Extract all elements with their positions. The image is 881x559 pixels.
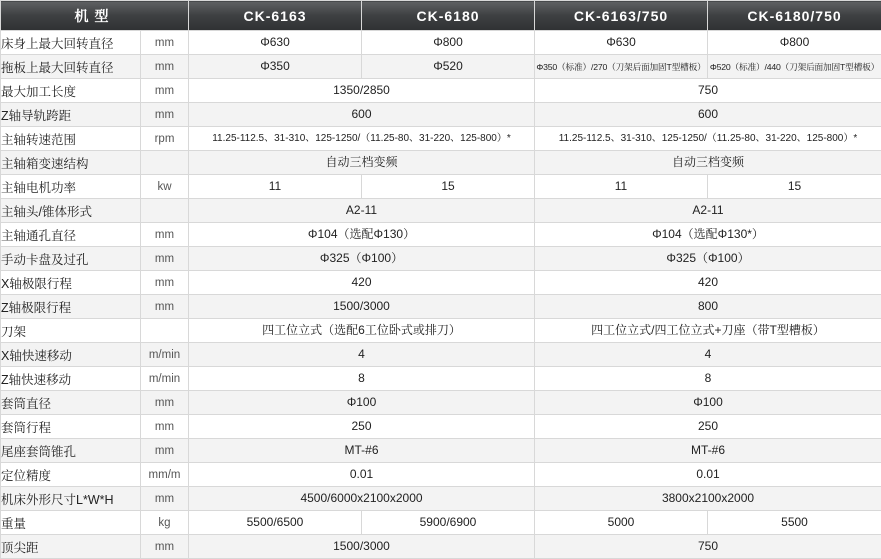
table-row xyxy=(1,199,881,223)
row-unit: kg xyxy=(141,511,189,535)
row-value: 1500/3000 xyxy=(189,535,535,559)
row-label: 拖板上最大回转直径 xyxy=(1,55,141,79)
row-unit: mm xyxy=(141,439,189,463)
table-row xyxy=(1,415,881,439)
row-value: 5500/6500 xyxy=(189,511,362,535)
table-row xyxy=(1,175,881,199)
row-label: X轴快速移动 xyxy=(1,343,141,367)
row-value: Φ104（选配Φ130） xyxy=(189,223,535,247)
row-label: 定位精度 xyxy=(1,463,141,487)
table-row xyxy=(1,319,881,343)
row-label: 刀架 xyxy=(1,319,141,343)
row-value: 0.01 xyxy=(189,463,535,487)
table-body xyxy=(1,31,881,559)
row-label: 主轴箱变速结构 xyxy=(1,151,141,175)
row-label: X轴极限行程 xyxy=(1,271,141,295)
row-value: Φ350（标准）/270（刀架后面加固T型槽板） xyxy=(535,55,708,79)
row-unit: mm xyxy=(141,31,189,55)
row-unit: mm/m xyxy=(141,463,189,487)
row-value: 800 xyxy=(535,295,881,319)
row-value: 600 xyxy=(535,103,881,127)
row-label: Z轴快速移动 xyxy=(1,367,141,391)
row-value: Φ630 xyxy=(189,31,362,55)
row-unit: mm xyxy=(141,223,189,247)
header-model-2: CK-6163/750 xyxy=(535,1,708,31)
row-value: 250 xyxy=(535,415,881,439)
row-value: Φ800 xyxy=(708,31,881,55)
row-value: 四工位立式/四工位立式+刀座（带T型槽板） xyxy=(535,319,881,343)
row-label: 顶尖距 xyxy=(1,535,141,559)
row-value: 420 xyxy=(189,271,535,295)
table-row xyxy=(1,367,881,391)
row-label: 主轴电机功率 xyxy=(1,175,141,199)
row-label: 最大加工长度 xyxy=(1,79,141,103)
row-unit: kw xyxy=(141,175,189,199)
table-row xyxy=(1,79,881,103)
table-row xyxy=(1,223,881,247)
row-label: 套筒行程 xyxy=(1,415,141,439)
row-label: Z轴导轨跨距 xyxy=(1,103,141,127)
row-value: A2-11 xyxy=(189,199,535,223)
table-row xyxy=(1,103,881,127)
header-row xyxy=(1,1,881,31)
table-row xyxy=(1,511,881,535)
header-model-0: CK-6163 xyxy=(189,1,362,31)
table-row xyxy=(1,247,881,271)
table-header xyxy=(1,1,881,31)
row-value: Φ350 xyxy=(189,55,362,79)
row-value: 8 xyxy=(535,367,881,391)
row-value: 1350/2850 xyxy=(189,79,535,103)
row-unit: rpm xyxy=(141,127,189,151)
row-unit xyxy=(141,319,189,343)
row-value: 5900/6900 xyxy=(362,511,535,535)
table-row xyxy=(1,271,881,295)
row-value: Φ325（Φ100） xyxy=(189,247,535,271)
row-value: Φ800 xyxy=(362,31,535,55)
row-unit xyxy=(141,151,189,175)
row-unit: mm xyxy=(141,391,189,415)
row-value: 15 xyxy=(362,175,535,199)
table-row xyxy=(1,55,881,79)
row-unit xyxy=(141,199,189,223)
row-value: 750 xyxy=(535,79,881,103)
row-value: 750 xyxy=(535,535,881,559)
header-model-1: CK-6180 xyxy=(362,1,535,31)
row-value: 5000 xyxy=(535,511,708,535)
table-row xyxy=(1,535,881,559)
row-value: 11.25-112.5、31-310、125-1250/（11.25-80、31-220、125-800）* xyxy=(189,127,535,151)
table-row xyxy=(1,151,881,175)
row-value: 4 xyxy=(535,343,881,367)
row-label: 主轴头/锥体形式 xyxy=(1,199,141,223)
row-label: 床身上最大回转直径 xyxy=(1,31,141,55)
row-value: 11.25-112.5、31-310、125-1250/（11.25-80、31-220、125-800）* xyxy=(535,127,881,151)
row-unit: mm xyxy=(141,295,189,319)
row-value: Φ104（选配Φ130*） xyxy=(535,223,881,247)
row-value: Φ325（Φ100） xyxy=(535,247,881,271)
row-label: 主轴通孔直径 xyxy=(1,223,141,247)
header-model-3: CK-6180/750 xyxy=(708,1,881,31)
row-unit: mm xyxy=(141,55,189,79)
row-unit: mm xyxy=(141,247,189,271)
row-value: 1500/3000 xyxy=(189,295,535,319)
table-row xyxy=(1,487,881,511)
header-model-label: 机型 xyxy=(1,1,189,31)
row-value: 自动三档变频 xyxy=(189,151,535,175)
row-label: 手动卡盘及过孔 xyxy=(1,247,141,271)
table-row xyxy=(1,343,881,367)
row-unit: mm xyxy=(141,535,189,559)
row-unit: m/min xyxy=(141,367,189,391)
row-label: Z轴极限行程 xyxy=(1,295,141,319)
row-value: 0.01 xyxy=(535,463,881,487)
table-row xyxy=(1,31,881,55)
row-value: 15 xyxy=(708,175,881,199)
row-value: 4 xyxy=(189,343,535,367)
row-value: 250 xyxy=(189,415,535,439)
row-label: 主轴转速范围 xyxy=(1,127,141,151)
row-unit: mm xyxy=(141,79,189,103)
row-label: 重量 xyxy=(1,511,141,535)
row-value: 自动三档变频 xyxy=(535,151,881,175)
row-value: Φ100 xyxy=(535,391,881,415)
row-value: 5500 xyxy=(708,511,881,535)
row-value: Φ630 xyxy=(535,31,708,55)
table-row xyxy=(1,439,881,463)
table-row xyxy=(1,295,881,319)
row-value: 600 xyxy=(189,103,535,127)
row-label: 尾座套筒锥孔 xyxy=(1,439,141,463)
table-row xyxy=(1,463,881,487)
row-value: 420 xyxy=(535,271,881,295)
row-value: 8 xyxy=(189,367,535,391)
row-value: MT-#6 xyxy=(189,439,535,463)
table-row xyxy=(1,127,881,151)
row-label: 机床外形尺寸L*W*H xyxy=(1,487,141,511)
row-value: 4500/6000x2100x2000 xyxy=(189,487,535,511)
row-value: Φ520 xyxy=(362,55,535,79)
row-value: 3800x2100x2000 xyxy=(535,487,881,511)
row-unit: mm xyxy=(141,487,189,511)
row-value: Φ100 xyxy=(189,391,535,415)
row-unit: mm xyxy=(141,271,189,295)
row-label: 套筒直径 xyxy=(1,391,141,415)
row-value: 11 xyxy=(189,175,362,199)
row-value: 11 xyxy=(535,175,708,199)
row-unit: mm xyxy=(141,103,189,127)
row-unit: mm xyxy=(141,415,189,439)
row-value: Φ520（标准）/440（刀架后面加固T型槽板） xyxy=(708,55,881,79)
row-value: A2-11 xyxy=(535,199,881,223)
row-value: MT-#6 xyxy=(535,439,881,463)
table-row xyxy=(1,391,881,415)
row-value: 四工位立式（选配6工位卧式或排刀） xyxy=(189,319,535,343)
row-unit: m/min xyxy=(141,343,189,367)
